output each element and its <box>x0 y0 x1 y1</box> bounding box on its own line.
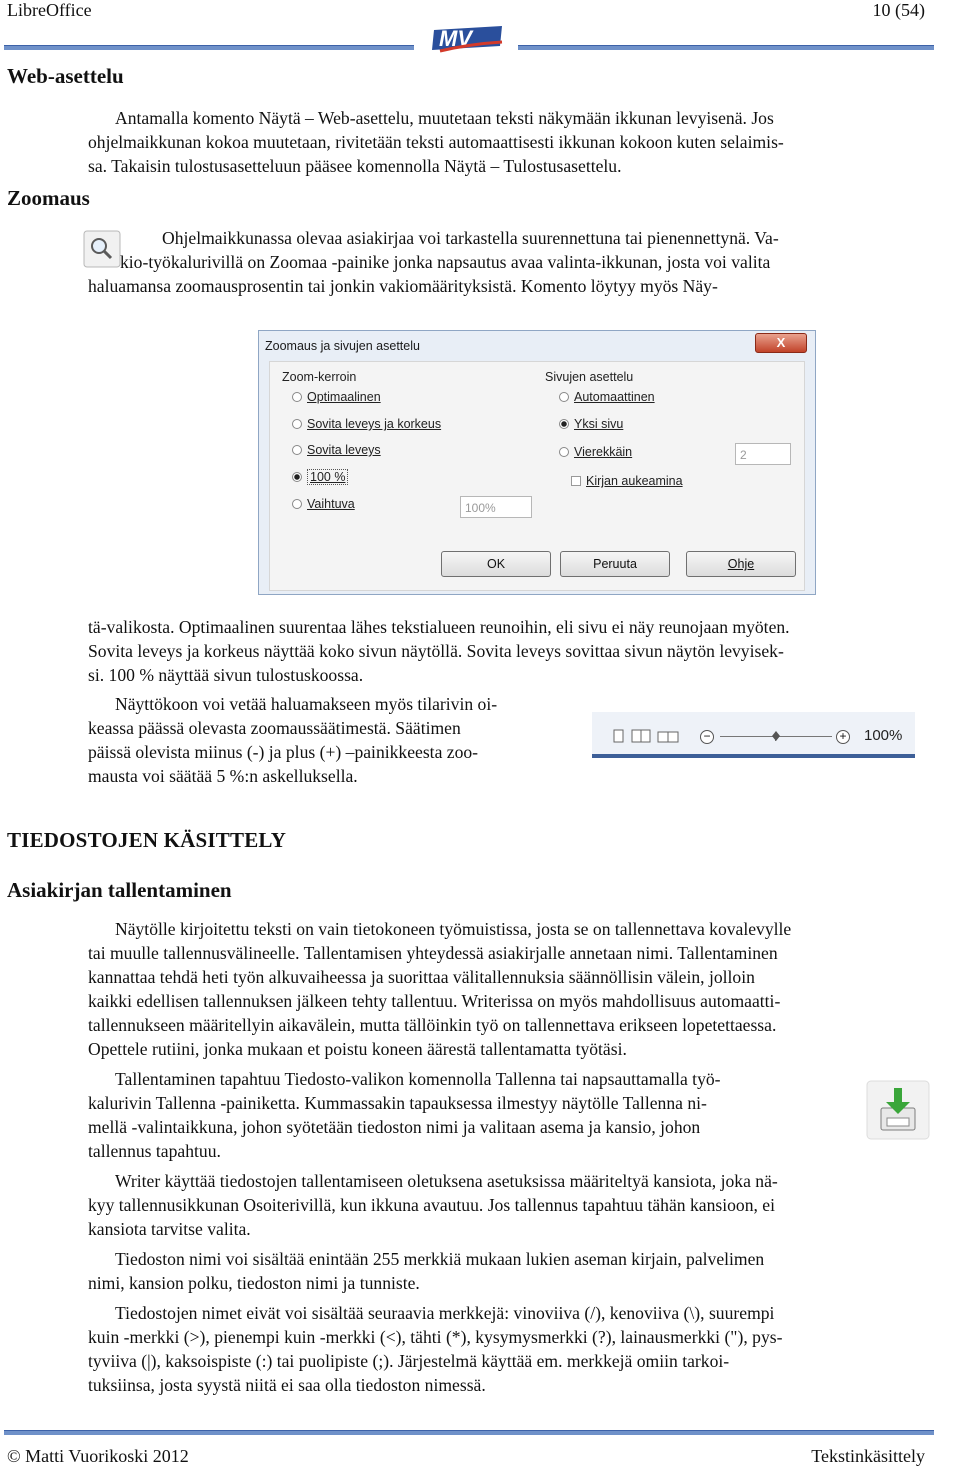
files-p3-l2: kyy tallennusikkunan Osoiterivillä, kun ikkuna avautuu. Jos tallennus tapahtuu tähän kansioon, ei <box>88 1195 776 1215</box>
files-p2-l3: mellä -valintaikkuna, johon syötetään tiedoston nimi ja valitaan asema ja kansio, johon <box>88 1117 701 1137</box>
slider-text-2: keassa päässä olevasta zoomaussäätimestä. Säätimen <box>88 718 461 738</box>
group-zoom-factor: Zoom-kerroin <box>282 370 357 384</box>
zoom-dialog <box>258 330 816 595</box>
zoom-text-3: haluamansa zoomausprosentin tai jonkin vakiomäärityksistä. Komento löytyy myös Näy- <box>88 276 718 296</box>
footer-rule <box>4 1430 934 1435</box>
footer-author: © Matti Vuorikoski 2012 <box>7 1446 189 1466</box>
files-p2-l2: kalurivin Tallenna -painiketta. Kummassakin tapauksessa ilmestyy näytölle Tallenna ni- <box>88 1093 707 1113</box>
help-button[interactable]: Ohje <box>686 551 796 577</box>
dialog-close-button[interactable]: X <box>755 333 807 353</box>
radio-automatic[interactable]: Automaattinen <box>559 390 655 404</box>
zoom-text-2: kio-työkalurivillä on Zoomaa -painike jonka napsautus avaa valinta-ikkunan, josta voi valita <box>120 252 771 272</box>
radio-columns[interactable]: Vierekkäin <box>559 445 632 459</box>
header-rule-left <box>4 45 414 50</box>
heading-tiedostojen-kasittely: TIEDOSTOJEN KÄSITTELY <box>7 828 287 852</box>
checkbox-book-mode[interactable]: Kirjan aukeamina <box>571 474 683 488</box>
variable-zoom-field[interactable]: 100% <box>460 496 532 518</box>
footer-section: Tekstinkäsittely <box>811 1446 925 1466</box>
files-p5-l1: Tiedostojen nimet eivät voi sisältää seuraavia merkkejä: vinoviiva (/), kenoviiva (\), suurempi <box>115 1303 775 1323</box>
header-page: 10 (54) <box>872 0 925 20</box>
zoom-text-5: Sovita leveys ja korkeus näyttää koko sivun näytöllä. Sovita leveys sovittaa sivun näytön levyisek- <box>88 641 784 661</box>
zoom-in-button[interactable]: + <box>836 730 850 744</box>
dialog-title: Zoomaus ja sivujen asettelu <box>265 339 420 353</box>
logo <box>430 24 506 54</box>
files-p1-l3: kannattaa tehdä heti työn alkuvaiheessa ja suorittaa välitallennuksia säännöllisin välein, jolloin <box>88 967 755 987</box>
heading-web-asettelu: Web-asettelu <box>7 64 124 88</box>
cancel-button[interactable]: Peruuta <box>560 551 670 577</box>
radio-single-page[interactable]: Yksi sivu <box>559 417 623 431</box>
slider-thumb[interactable] <box>772 731 780 741</box>
zoom-text-1: Ohjelmaikkunassa olevaa asiakirjaa voi tarkastella suurennettuna tai pienennettynä. Va- <box>162 228 779 248</box>
radio-fit-width[interactable]: Sovita leveys <box>292 443 381 457</box>
ok-button[interactable]: OK <box>441 551 551 577</box>
slider-text-1: Näyttökoon voi vetää haluamakseen myös tilarivin oi- <box>115 694 498 714</box>
files-p4-l2: nimi, kansion polku, tiedoston nimi ja tunniste. <box>88 1273 420 1293</box>
radio-100-percent[interactable]: 100 % <box>292 470 348 484</box>
columns-field[interactable]: 2 <box>735 443 791 465</box>
dialog-body <box>269 361 805 591</box>
files-p1-l2: tai muulle tallennusvälineelle. Tallentamisen yhteydessä asiakirjalle annetaan nimi. Tallentaminen <box>88 943 778 963</box>
logo-text: MV <box>439 26 472 51</box>
files-p2-l1: Tallentaminen tapahtuu Tiedosto-valikon komennolla Tallenna tai napsauttamalla työ- <box>115 1069 721 1089</box>
radio-variable[interactable]: Vaihtuva <box>292 497 355 511</box>
zoom-out-button[interactable]: − <box>700 730 714 744</box>
files-p3-l3: kansiota tarvitse valita. <box>88 1219 251 1239</box>
magnifier-icon <box>83 230 121 268</box>
zoom-value-label: 100% <box>864 727 903 744</box>
header-app: LibreOffice <box>7 0 92 20</box>
group-page-layout: Sivujen asettelu <box>545 370 634 384</box>
heading-zoomaus: Zoomaus <box>7 186 90 210</box>
zoom-text-6: si. 100 % näyttää sivun tulostuskoossa. <box>88 665 364 685</box>
web-text-3: sa. Takaisin tulostusasetteluun pääsee komennolla Näytä – Tulostusasettelu. <box>88 156 622 176</box>
files-p5-l2: kuin -merkki (>), pienempi kuin -merkki (<), tähti (*), kysymysmerkki (?), lainausmerkki ("), pys- <box>88 1327 783 1347</box>
statusbar-zoom-slider <box>592 712 915 758</box>
files-p1-l1: Näytölle kirjoitettu teksti on vain tietokoneen työmuistissa, josta se on tallennettava kovalevylle <box>115 919 792 939</box>
slider-text-4: mausta voi säätää 5 %:n askelluksella. <box>88 766 358 786</box>
header-rule-right <box>518 45 934 50</box>
files-p1-l5: tallennukseen määritellyin aikavälein, mutta tällöinkin työ on tallennettava erikseen lopetettaessa. <box>88 1015 777 1035</box>
files-p5-l4: tuksiinsa, josta syystä niitä ei saa olla tiedoston nimessä. <box>88 1375 486 1395</box>
save-icon <box>866 1080 930 1140</box>
zoom-text-4: tä-valikosta. Optimaalinen suurentaa lähes tekstialueen reunoihin, eli sivu ei näy reunojaan myöten. <box>88 617 790 637</box>
radio-optimal[interactable]: Optimaalinen <box>292 390 381 404</box>
files-p2-l4: tallennus tapahtuu. <box>88 1141 221 1161</box>
page-layout-icons[interactable] <box>612 728 682 744</box>
files-p5-l3: tyviiva (|), kaksoispiste (:) tai puolipiste (;). Järjestelmä käyttää em. merkkejä omiin tarkoi- <box>88 1351 730 1371</box>
web-text-2: ohjelmaikkunan kokoa muutetaan, rivitetään teksti automaattisesti ikkunan kokoon kuten selaimis- <box>88 132 784 152</box>
files-p1-l6: Opettele rutiini, jonka mukaan et poistu koneen äärestä tallentamatta työtäsi. <box>88 1039 627 1059</box>
web-text-1: Antamalla komento Näytä – Web-asettelu, muutetaan teksti näkymään ikkunan levyisenä. Jos <box>115 108 774 128</box>
heading-asiakirjan-tallentaminen: Asiakirjan tallentaminen <box>7 878 232 902</box>
files-p3-l1: Writer käyttää tiedostojen tallentamiseen oletuksena asetuksissa määriteltyä kansiota, joka nä- <box>115 1171 778 1191</box>
radio-fit-width-height[interactable]: Sovita leveys ja korkeus <box>292 417 441 431</box>
files-p4-l1: Tiedoston nimi voi sisältää enintään 255 merkkiä mukaan lukien aseman kirjain, palvelimen <box>115 1249 765 1269</box>
files-p1-l4: kaikki edellisen tallennuksen jälkeen tehty tallentuu. Writerissa on myös mahdollisuus automaatti- <box>88 991 781 1011</box>
slider-text-3: päissä olevista miinus (-) ja plus (+) –painikkeesta zoo- <box>88 742 479 762</box>
